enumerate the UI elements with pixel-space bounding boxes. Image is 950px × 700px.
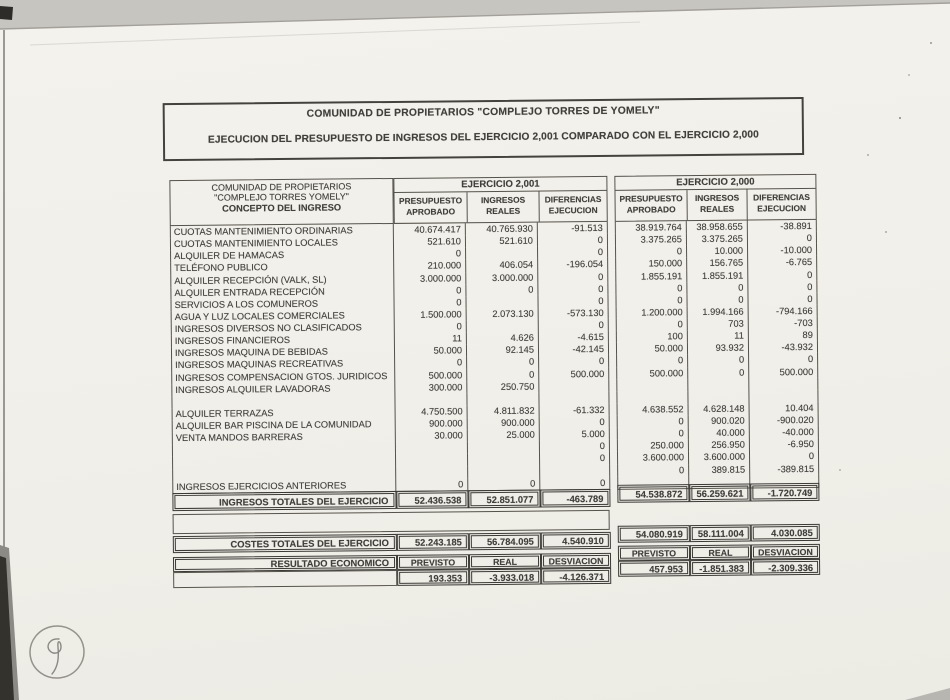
row-label-cell: INGRESOS FINANCIEROS: [171, 333, 395, 347]
col-header-diferencias-2001: DIFERENCIAS EJECUCION: [538, 191, 606, 222]
cell-2000-presupuesto: 3.600.000: [617, 451, 689, 464]
cell-2000-presupuesto: 0: [615, 294, 687, 307]
cell-2000-diferencias: 89: [749, 329, 818, 342]
cell-2000-diferencias: 0: [748, 232, 817, 245]
cell-2000-ingresos: 0: [687, 293, 748, 306]
cell-2001-ingresos: [468, 453, 540, 466]
row-label-cell: ALQUILER ENTRADA RECEPCIÓN: [170, 285, 394, 299]
row-label-cell: INGRESOS COMPENSACION GTOS. JURIDICOS: [171, 369, 395, 383]
row-label-cell: SERVICIOS A LOS COMUNEROS: [170, 297, 394, 311]
cell-2000-ingresos: 40.000: [689, 427, 750, 440]
document-title: COMUNIDAD DE PROPIETARIOS "COMPLEJO TORRES DE YOMELY": [306, 105, 660, 120]
cell-2000-ingresos: 0: [687, 281, 748, 294]
cell-2001-presupuesto: 40.674.417: [394, 223, 466, 236]
costes-totales-2001-diferencia: 4.540.910: [541, 532, 611, 550]
cell-2001-diferencias: 0: [540, 452, 610, 465]
cell-2001-diferencias: 0: [540, 477, 610, 490]
costes-totales-2000-real: 58.111.004: [690, 525, 751, 543]
cell-2001-ingresos: 4.811.832: [468, 404, 540, 417]
cell-2001-presupuesto: 0: [394, 296, 466, 309]
costes-totales-2001-presupuesto: 52.243.185: [397, 533, 469, 551]
cell-2000-ingresos: 11: [688, 330, 749, 343]
cell-2001-ingresos: [467, 392, 539, 405]
table-corner-header: [169, 178, 393, 226]
row-label-cell: ALQUILER RECEPCIÓN (VALK, SL): [170, 272, 394, 286]
cell-2000-ingresos: 93.932: [688, 342, 749, 355]
cell-2000-presupuesto: 0: [616, 355, 688, 368]
cell-2001-ingresos: 406.054: [466, 259, 538, 272]
row-label-cell: VENTA MANDOS BARRERAS: [172, 430, 396, 444]
resultado-2000-header-desviacion: DESVIACION: [751, 544, 820, 560]
cell-2000-diferencias: -900.020: [750, 414, 819, 427]
cell-2000-diferencias: -6.765: [748, 256, 817, 269]
cell-2000-ingresos: 0: [688, 354, 749, 367]
cell-2000-diferencias: 0: [748, 281, 817, 294]
cell-2000-diferencias: 0: [748, 268, 817, 281]
cell-2000-presupuesto: 150.000: [615, 258, 687, 271]
resultado-2000-desviacion: -2.309.336: [751, 559, 820, 576]
cell-2000-ingresos: 256.950: [689, 439, 750, 452]
empty-spacer-box: [173, 510, 610, 534]
corner-line-1: COMUNIDAD DE PROPIETARIOS: [211, 181, 352, 193]
row-label-cell: INGRESOS EJERCICIOS ANTERIORES: [172, 479, 396, 493]
row-label-cell: ALQUILER TERRAZAS: [172, 406, 396, 420]
cell-2000-diferencias: -38.891: [748, 220, 817, 233]
cell-2001-presupuesto: [396, 441, 468, 454]
cell-2001-diferencias: -573.130: [539, 307, 609, 320]
resultado-2001-previsto: 193.353: [397, 569, 469, 586]
cell-2001-ingresos: 3.000.000: [466, 271, 538, 284]
cell-2001-presupuesto: 30.000: [396, 429, 468, 442]
cell-2000-ingresos: 156.765: [687, 257, 748, 270]
row-label-cell: CUOTAS MANTENIMIENTO ORDINARIAS: [170, 224, 394, 238]
cell-2001-ingresos: 92.145: [467, 344, 539, 357]
year-2001-header-group: [393, 176, 607, 224]
cell-2001-diferencias: 0: [540, 416, 610, 429]
cell-2000-ingresos: 703: [688, 318, 749, 331]
cell-2001-ingresos: 0: [466, 283, 538, 296]
cell-2000-ingresos: 3.600.000: [689, 451, 750, 464]
cell-2000-diferencias: -40.000: [750, 426, 819, 439]
row-label-cell: INGRESOS MAQUINA DE BEBIDAS: [171, 345, 395, 359]
cell-2000-diferencias: 0: [749, 353, 818, 366]
ingresos-totales-2001-presupuesto: 52.436.538: [396, 490, 468, 509]
cell-2001-diferencias: 0: [538, 246, 608, 259]
resultado-2000-header-previsto: PREVISTO: [618, 545, 690, 561]
cell-2001-diferencias: -61.332: [540, 404, 610, 417]
cell-2001-presupuesto: 0: [396, 478, 468, 491]
cell-2001-presupuesto: [395, 393, 467, 406]
resultado-2001-real: -3.933.018: [469, 569, 541, 586]
col-header-diferencias-2000: DIFERENCIAS EJECUCION: [746, 189, 815, 220]
cell-2000-presupuesto: 0: [617, 415, 689, 428]
cell-2000-ingresos: 1.994.166: [688, 305, 749, 318]
cell-2001-ingresos: 2.073.130: [467, 307, 539, 320]
col-header-presupuesto-2000: PRESUPUESTO APROBADO: [619, 193, 683, 215]
cell-2000-ingresos: 1.855.191: [687, 269, 748, 282]
ingresos-totales-label: INGRESOS TOTALES DEL EJERCICIO: [172, 491, 396, 511]
cell-2001-ingresos: 4.626: [467, 332, 539, 345]
cell-2001-diferencias: 500.000: [539, 367, 609, 380]
cell-2000-ingresos: 4.628.148: [689, 402, 750, 415]
cell-2001-diferencias: 0: [538, 295, 608, 308]
cell-2000-diferencias: -10.000: [748, 244, 817, 257]
year-2000-title: EJERCICIO 2,000: [615, 175, 815, 191]
cell-2000-ingresos: 900.020: [689, 415, 750, 428]
cell-2001-presupuesto: [396, 454, 468, 467]
cell-2001-diferencias: [540, 464, 610, 477]
cell-2001-ingresos: 0: [467, 368, 539, 381]
resultado-2001-header-desviacion: DESVIACION: [541, 553, 611, 569]
cell-2001-diferencias: 0: [539, 355, 609, 368]
cell-2001-presupuesto: [396, 466, 468, 479]
costes-totales-2000-presupuesto: 54.080.919: [618, 525, 690, 543]
cell-2001-ingresos: [468, 465, 540, 478]
cell-2000-presupuesto: 250.000: [617, 439, 689, 452]
row-label-cell: TELÉFONO PUBLICO: [170, 260, 394, 274]
cell-2000-diferencias: -703: [749, 317, 818, 330]
cell-2001-diferencias: -91.513: [538, 222, 608, 235]
row-label-cell: INGRESOS DIVERSOS NO CLASIFICADOS: [171, 321, 395, 335]
cell-2000-diferencias: -6.950: [750, 438, 819, 451]
cell-2000-diferencias: 10.404: [750, 402, 819, 415]
cell-2000-ingresos: [688, 378, 749, 391]
row-label-cell: INGRESOS ALQUILER LAVADORAS: [171, 382, 395, 396]
cell-2001-presupuesto: 3.000.000: [394, 272, 466, 285]
cell-2001-presupuesto: 0: [395, 320, 467, 333]
cell-2000-presupuesto: 50.000: [616, 342, 688, 355]
resultado-2000-header-real: REAL: [690, 545, 751, 561]
cell-2001-ingresos: 900.000: [468, 417, 540, 430]
row-label-cell: ALQUILER DE HAMACAS: [170, 248, 394, 262]
cell-2001-diferencias: [539, 392, 609, 405]
cell-2000-presupuesto: 0: [616, 318, 688, 331]
row-label-cell: ALQUILER BAR PISCINA DE LA COMUNIDAD: [172, 418, 396, 432]
resultado-2000-previsto: 457.953: [618, 560, 690, 577]
corner-line-3: CONCEPTO DEL INGRESO: [222, 202, 342, 214]
cell-2001-diferencias: -196.054: [538, 258, 608, 271]
cell-2000-diferencias: -43.932: [749, 341, 818, 354]
cell-2000-diferencias: [749, 378, 818, 391]
costes-totales-2000-diferencia: 4.030.085: [751, 524, 820, 542]
cell-2001-ingresos: 25.000: [468, 429, 540, 442]
cell-2001-diferencias: [539, 380, 609, 393]
cell-2000-presupuesto: [616, 379, 688, 392]
cell-2001-ingresos: [466, 247, 538, 260]
cell-2000-presupuesto: 38.919.764: [615, 221, 687, 234]
cell-2000-ingresos: 3.375.265: [687, 233, 748, 246]
cell-2000-presupuesto: 0: [617, 427, 689, 440]
gap-patch: [610, 488, 617, 492]
cell-2001-ingresos: 0: [468, 477, 540, 490]
resultado-economico-label: RESULTADO ECONOMICO: [173, 555, 397, 572]
cell-2000-diferencias: -389.815: [750, 462, 819, 475]
cell-2000-ingresos: 10.000: [687, 245, 748, 258]
cell-2000-ingresos: 0: [688, 366, 749, 379]
cell-2001-ingresos: [467, 320, 539, 333]
cell-2000-presupuesto: 0: [615, 282, 687, 295]
cell-2000-ingresos: 38.958.655: [687, 221, 748, 234]
corner-line-2: "COMPLEJO TORRES YOMELY": [214, 191, 349, 203]
cell-2001-diferencias: 5.000: [540, 428, 610, 441]
col-header-ingresos-2001: INGRESOS REALES: [466, 192, 538, 223]
cell-2001-presupuesto: 300.000: [395, 381, 467, 394]
ingresos-totales-2000-real: 56.259.621: [689, 484, 750, 503]
cell-2000-presupuesto: 4.638.552: [617, 403, 689, 416]
cell-2001-diferencias: 0: [540, 440, 610, 453]
resultado-2001-header-real: REAL: [469, 554, 541, 570]
cell-2001-ingresos: 40.765.930: [466, 223, 538, 236]
cell-2000-presupuesto: 0: [617, 464, 689, 477]
cell-2000-presupuesto: [616, 391, 688, 404]
col-header-presupuesto-2001: PRESUPUESTO APROBADO: [398, 195, 463, 217]
row-label-cell: AGUA Y LUZ LOCALES COMERCIALES: [171, 309, 395, 323]
ingresos-totales-2001-diferencia: -463.789: [540, 489, 610, 508]
document-subtitle: EJECUCION DEL PRESUPUESTO DE INGRESOS DEL EJERCICIO 2,001 COMPARADO CON EL EJERCICIO 2,000: [207, 129, 759, 146]
cell-2000-diferencias: 500.000: [749, 365, 818, 378]
resultado-2000-real: -1.851.383: [690, 560, 751, 577]
row-label-cell: INGRESOS MAQUINAS RECREATIVAS: [171, 357, 395, 371]
empty-spacer-box-2: [173, 570, 397, 588]
cell-2001-presupuesto: 0: [394, 284, 466, 297]
costes-totales-2001-real: 56.784.095: [469, 533, 541, 551]
cell-2000-diferencias: 0: [748, 293, 817, 306]
cell-2000-diferencias: 0: [750, 450, 819, 463]
cell-2001-ingresos: [466, 295, 538, 308]
cell-2001-diferencias: 0: [538, 283, 608, 296]
cell-2001-presupuesto: 0: [394, 248, 466, 261]
resultado-2001-header-previsto: PREVISTO: [397, 554, 469, 570]
cell-2001-diferencias: 0: [539, 319, 609, 332]
cell-2001-diferencias: -4.615: [539, 331, 609, 344]
ingresos-totales-2001-real: 52.851.077: [468, 490, 540, 509]
cell-2000-diferencias: -794.166: [749, 305, 818, 318]
ingresos-totales-2000-diferencia: -1.720.749: [750, 483, 819, 502]
cell-2000-diferencias: [749, 390, 818, 403]
table-body: [170, 220, 820, 494]
cell-2001-presupuesto: 500.000: [395, 369, 467, 382]
year-2000-header-group: [614, 174, 816, 222]
col-header-ingresos-2000: INGRESOS REALES: [686, 190, 746, 221]
ingresos-totales-2000-presupuesto: 54.538.872: [617, 484, 689, 503]
year-2001-title: EJERCICIO 2,001: [394, 177, 606, 193]
cell-2001-presupuesto: 521.610: [394, 235, 466, 248]
cell-2001-ingresos: 521.610: [466, 235, 538, 248]
cell-2000-presupuesto: 1.855.191: [615, 270, 687, 283]
row-label-cell: CUOTAS MANTENIMIENTO LOCALES: [170, 236, 394, 250]
costes-totales-label: COSTES TOTALES DEL EJERCICIO: [173, 534, 397, 553]
resultado-2001-desviacion: -4.126.371: [541, 568, 611, 585]
cell-2001-diferencias: 0: [538, 234, 608, 247]
cell-2001-presupuesto: 11: [395, 332, 467, 345]
cell-2001-ingresos: [468, 441, 540, 454]
cell-2001-diferencias: 0: [538, 270, 608, 283]
cell-2000-presupuesto: 3.375.265: [615, 233, 687, 246]
cell-2001-presupuesto: 50.000: [395, 344, 467, 357]
cell-2001-presupuesto: 4.750.500: [396, 405, 468, 418]
cell-2001-presupuesto: 900.000: [396, 417, 468, 430]
cell-2000-presupuesto: 1.200.000: [616, 306, 688, 319]
cell-2001-ingresos: 0: [467, 356, 539, 369]
cell-2001-diferencias: -42.145: [539, 343, 609, 356]
cell-2000-presupuesto: 0: [615, 245, 687, 258]
cell-2000-ingresos: [688, 390, 749, 403]
cell-2001-presupuesto: 1.500.000: [395, 308, 467, 321]
cell-2001-presupuesto: 210.000: [394, 260, 466, 273]
cell-2000-presupuesto: 500.000: [616, 367, 688, 380]
cell-2001-ingresos: 250.750: [467, 380, 539, 393]
cell-2000-ingresos: 389.815: [689, 463, 750, 476]
cell-2000-presupuesto: 100: [616, 330, 688, 343]
cell-2001-presupuesto: 0: [395, 357, 467, 370]
